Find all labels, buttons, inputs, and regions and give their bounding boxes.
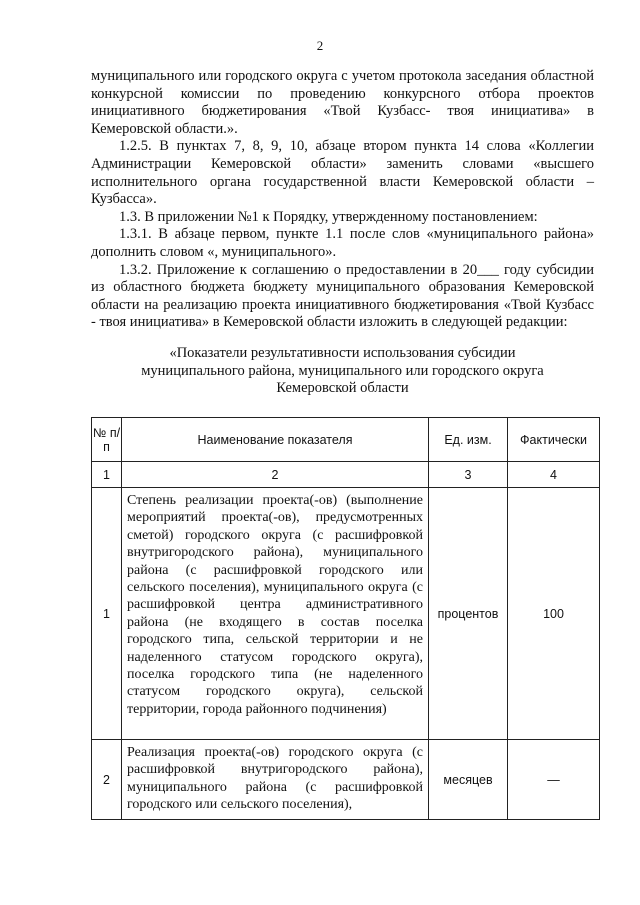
- col-number-4: 4: [508, 462, 600, 488]
- row-indicator-name: Реализация проекта(-ов) городского округа (с расшифровкой внутригородского района), муниципального района (с расшифровкой городского или сельского поселения),: [122, 740, 429, 820]
- row-num: 2: [92, 740, 122, 820]
- row-indicator-name: Степень реализации проекта(-ов) (выполнение мероприятий проекта(-ов), предусмотренных сметой) городского округа (с расшифровкой внутригородского района), муниципального района (с расшифровкой городского или сельского поселения), муниципального округа (с расшифровкой центра административного района (не входящего в состав поселка городского типа, сельской территории и не наделенного статусом городского округа), поселка городского типа (не наделенного статусом городского округа), сельской территории, города районного подчинения): [122, 488, 429, 740]
- caption-line-3: Кемеровской области: [276, 380, 409, 397]
- row-unit: месяцев: [429, 740, 508, 820]
- paragraph-continuation: муниципального или городского округа с учетом протокола заседания областной конкурсной комиссии по проведению конкурсного отбора проектов инициативного бюджетирования «Твой Кузбасс- твоя инициатива» в Кемеровской области.».: [91, 68, 594, 137]
- caption-line-1: «Показатели результативности использования субсидии: [169, 345, 516, 361]
- table-row: [92, 740, 600, 820]
- paragraph-1-2-5: 1.2.5. В пунктах 7, 8, 9, 10, абзаце втором пункта 14 слова «Коллегии Администрации Кемеровской области» заменить словами «высшего исполнительного органа государственной власти Кемеровской области – Кузбасса».: [91, 138, 594, 208]
- header-unit: Ед. изм.: [429, 418, 508, 462]
- col-number-1: 1: [92, 462, 122, 488]
- paragraph-1-3: 1.3. В приложении №1 к Порядку, утвержденному постановлением:: [119, 208, 538, 225]
- header-actual: Фактически: [508, 418, 600, 462]
- row-num: 1: [92, 488, 122, 740]
- paragraph-1-3-2: 1.3.2. Приложение к соглашению о предоставлении в 20___ году субсидии из областного бюджета бюджету муниципального образования Кемеровской области на реализацию проекта инициативного бюджетирования «Твой Кузбасс - твоя инициатива» в Кемеровской области изложить в следующей редакции:: [91, 261, 594, 331]
- body-text: [91, 68, 594, 332]
- row-actual: 100: [508, 488, 600, 740]
- indicators-table: [91, 417, 600, 820]
- header-num: № п/п: [92, 418, 122, 462]
- table-header-row: [92, 418, 600, 462]
- header-name: Наименование показателя: [122, 418, 429, 462]
- caption-line-2: муниципального района, муниципального или городского округа: [141, 362, 544, 379]
- row-actual: —: [508, 740, 600, 820]
- page-number: 2: [316, 38, 324, 53]
- paragraph-1-3-1: 1.3.1. В абзаце первом, пункте 1.1 после слов «муниципального района» дополнить словом «, муниципального».: [91, 226, 594, 260]
- row-unit: процентов: [429, 488, 508, 740]
- column-numbers-row: [92, 462, 600, 488]
- table-caption: [91, 345, 594, 398]
- col-number-3: 3: [429, 462, 508, 488]
- col-number-2: 2: [122, 462, 429, 488]
- table-row: [92, 488, 600, 740]
